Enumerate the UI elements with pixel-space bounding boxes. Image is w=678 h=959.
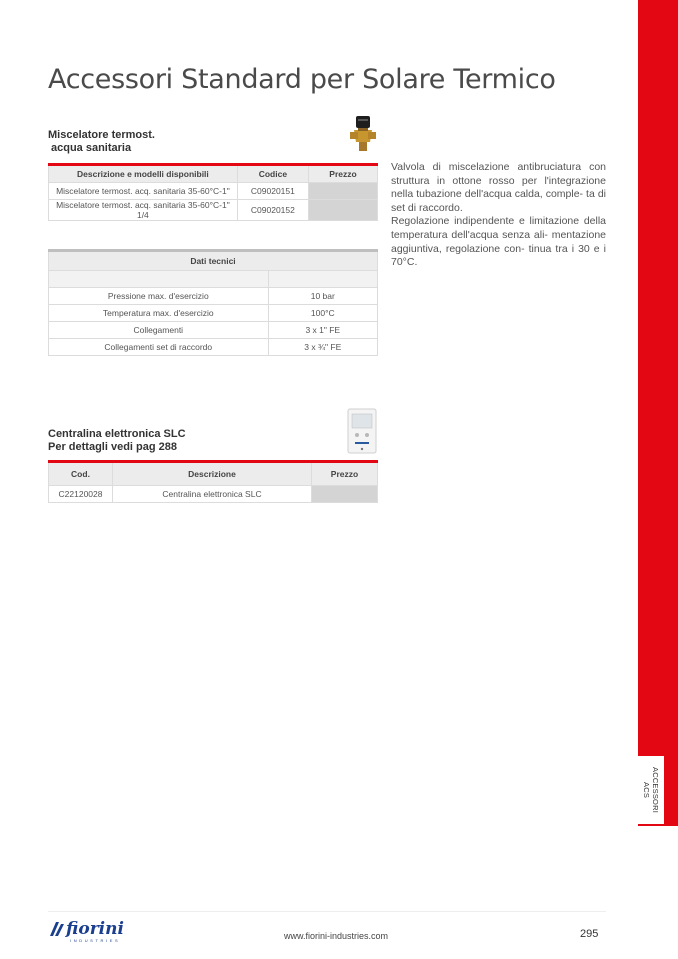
logo-subtext: INDUSTRIES bbox=[70, 938, 121, 943]
page-number: 295 bbox=[580, 928, 599, 940]
cell-value: 10 bar bbox=[268, 288, 377, 305]
section2-title-line2: Per dettagli vedi pag 288 bbox=[48, 441, 177, 453]
table-row bbox=[49, 322, 378, 339]
section1-title-line1: Miscelatore termost. bbox=[48, 129, 155, 141]
table-row bbox=[49, 486, 378, 503]
header-descrizione: Descrizione e modelli disponibili bbox=[49, 165, 238, 183]
header-cod: Cod. bbox=[49, 462, 113, 486]
table-row bbox=[49, 339, 378, 356]
table-row bbox=[49, 183, 378, 200]
cell-label: Collegamenti bbox=[49, 322, 269, 339]
cell-label: Temperatura max. d'esercizio bbox=[49, 305, 269, 322]
header-prezzo: Prezzo bbox=[312, 462, 378, 486]
cell-codice: C22120028 bbox=[49, 486, 113, 503]
dati-tecnici-header: Dati tecnici bbox=[49, 251, 378, 271]
cell-codice: C09020152 bbox=[237, 200, 308, 221]
table-row bbox=[49, 200, 378, 221]
cell-descrizione: Centralina elettronica SLC bbox=[113, 486, 312, 503]
footer-divider bbox=[48, 911, 606, 912]
description-paragraph: Valvola di miscelazione antibruciatura con struttura in ottone rosso per l'integrazione nella tubazione dell'acqua calda, comple- ta di set di raccordo. bbox=[391, 161, 606, 214]
fiorini-logo bbox=[48, 919, 124, 943]
side-tab-line1: ACCESSORI bbox=[651, 767, 660, 813]
side-tab-label bbox=[638, 756, 664, 824]
cell-prezzo bbox=[308, 183, 377, 200]
description-paragraph: Regolazione indipendente e limitazione della temperatura dell'acqua senza ali- mentazione aggiuntiva, regolazione con- tinua tra i 30 e i 70°C. bbox=[391, 215, 606, 269]
dati-tecnici-table bbox=[48, 249, 378, 356]
cell-value: 100°C bbox=[268, 305, 377, 322]
cell-value: 3 x 1" FE bbox=[268, 322, 377, 339]
cell-label: Pressione max. d'esercizio bbox=[49, 288, 269, 305]
table-row bbox=[49, 305, 378, 322]
section1-models-table bbox=[48, 163, 378, 221]
table-spacer-row bbox=[49, 271, 378, 288]
footer-url[interactable]: www.fiorini-industries.com bbox=[284, 931, 389, 941]
header-descrizione: Descrizione bbox=[113, 462, 312, 486]
cell-descrizione: Miscelatore termost. acq. sanitaria 35-60°C-1" bbox=[49, 183, 238, 200]
controller-unit-image bbox=[346, 408, 378, 454]
cell-descrizione: Miscelatore termost. acq. sanitaria 35-60°C-1" 1/4 bbox=[49, 200, 238, 221]
logo-text: fiorini bbox=[66, 919, 124, 939]
page-title: Accessori Standard per Solare Termico bbox=[48, 64, 556, 95]
side-red-bar bbox=[638, 0, 678, 826]
cell-prezzo bbox=[312, 486, 378, 503]
table-row bbox=[49, 288, 378, 305]
cell-codice: C09020151 bbox=[237, 183, 308, 200]
side-tab-line2: ACS bbox=[642, 781, 651, 798]
table-header-row bbox=[49, 251, 378, 271]
section1-title bbox=[48, 129, 155, 155]
cell-label: Collegamenti set di raccordo bbox=[49, 339, 269, 356]
section2-table bbox=[48, 460, 378, 503]
section2-title bbox=[48, 428, 186, 454]
section2-title-line1: Centralina elettronica SLC bbox=[48, 428, 186, 440]
logo-mark-icon bbox=[48, 920, 66, 938]
header-prezzo: Prezzo bbox=[308, 165, 377, 183]
table-header-row bbox=[49, 165, 378, 183]
section1-title-line2: acqua sanitaria bbox=[51, 142, 132, 154]
section1-description bbox=[391, 161, 606, 270]
cell-prezzo bbox=[308, 200, 377, 221]
header-codice: Codice bbox=[237, 165, 308, 183]
cell-value: 3 x ¾" FE bbox=[268, 339, 377, 356]
table-header-row bbox=[49, 462, 378, 486]
mixing-valve-image bbox=[348, 114, 378, 154]
